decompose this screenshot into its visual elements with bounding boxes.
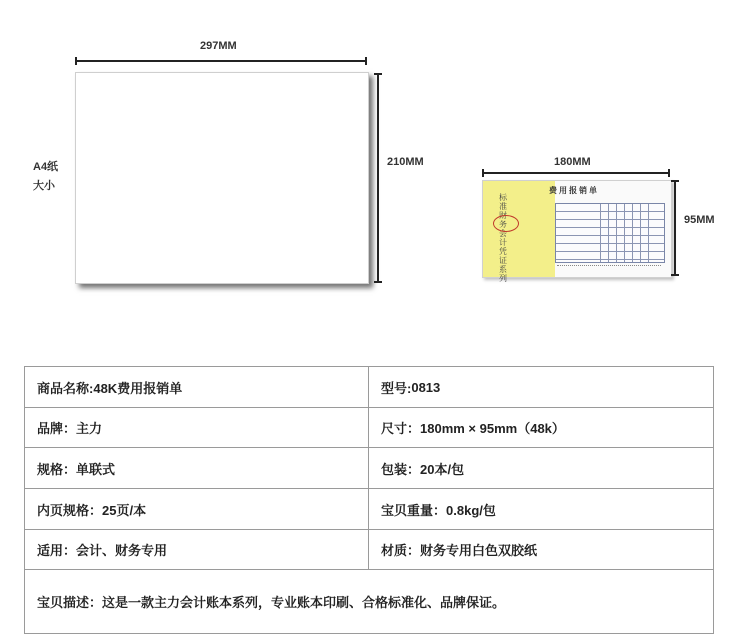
form-grid-col — [632, 204, 633, 262]
a4-caption-line1: A4纸 — [33, 161, 59, 173]
spec-desc-label: 宝贝描述： — [37, 595, 103, 610]
a4-paper-sample — [75, 72, 369, 284]
form-height-line — [674, 180, 676, 276]
form-width-line — [482, 172, 670, 174]
form-footer-line — [557, 265, 661, 268]
a4-height-line — [377, 73, 379, 283]
spec-cell-package — [369, 448, 713, 488]
spec-row — [25, 570, 713, 633]
form-yellow-cover — [483, 181, 555, 283]
spec-cell-brand — [25, 408, 369, 447]
form-height-tick-top — [671, 180, 679, 182]
form-grid-col — [600, 204, 601, 262]
a4-height-tick-bottom — [374, 281, 382, 283]
a4-height-tick-top — [374, 73, 382, 75]
spec-cell-pages — [25, 489, 369, 529]
spec-package-value: 20本/包 — [420, 461, 465, 477]
form-title: 费用报销单 — [549, 185, 599, 195]
spec-size-label: 尺寸： — [381, 421, 421, 436]
a4-width-tick-left — [75, 57, 77, 65]
spec-usage-value: 会计、财务专用 — [76, 543, 168, 558]
spec-row — [25, 530, 713, 570]
form-height-tick-bottom — [671, 274, 679, 276]
spec-cell-weight — [369, 489, 713, 529]
spec-pages-value: 25页/本 — [102, 502, 147, 518]
form-grid-col — [616, 204, 617, 262]
red-circle-mark — [493, 215, 519, 232]
spec-brand-label: 品牌： — [37, 421, 77, 436]
spec-usage-label: 适用： — [37, 543, 77, 558]
spec-row — [25, 448, 713, 489]
form-width-label: 180MM — [554, 156, 591, 168]
spec-row — [25, 489, 713, 530]
spec-material-value: 财务专用白色双胶纸 — [420, 543, 538, 558]
a4-width-line — [75, 60, 367, 62]
expense-form-sample — [482, 180, 672, 283]
spec-weight-label: 宝贝重量： — [381, 502, 447, 518]
a4-caption — [33, 158, 58, 196]
a4-width-label: 297MM — [200, 40, 237, 52]
spec-name-value: 48K费用报销单 — [93, 380, 183, 396]
spec-name-label: 商品名称: — [37, 380, 94, 396]
form-grid-col — [608, 204, 609, 262]
a4-width-tick-right — [365, 57, 367, 65]
spec-desc-value: 这是一款主力会计账本系列，专业账本印刷、合格标准化、品牌保证。 — [102, 595, 506, 610]
spec-row — [25, 408, 713, 448]
spec-cell-model — [369, 367, 713, 407]
spec-package-label: 包装： — [381, 461, 421, 477]
spec-model-label: 型号: — [381, 380, 412, 396]
spec-spec-label: 规格： — [37, 461, 77, 477]
spec-model-value: 0813 — [411, 379, 441, 395]
spec-row — [25, 367, 713, 408]
spec-size-value: 180mm × 95mm（48k） — [420, 421, 565, 436]
spec-table — [24, 366, 714, 634]
spec-cell-spec — [25, 448, 369, 488]
spec-cell-usage — [25, 530, 369, 569]
form-height-label: 95MM — [684, 214, 715, 226]
form-grid-col — [640, 204, 641, 262]
form-side-text: 标准财务会计凭证系列 — [499, 193, 507, 283]
a4-height-label: 210MM — [387, 156, 424, 168]
spec-weight-value: 0.8kg/包 — [446, 502, 496, 518]
spec-brand-value: 主力 — [76, 421, 103, 436]
spec-pages-label: 内页规格： — [37, 502, 103, 518]
a4-caption-line2: 大小 — [33, 180, 55, 192]
spec-material-label: 材质： — [381, 543, 421, 558]
form-grid-col — [624, 204, 625, 262]
form-grid-col — [648, 204, 649, 262]
form-width-tick-right — [668, 169, 670, 177]
spec-spec-value: 单联式 — [76, 461, 116, 477]
spec-cell-material — [369, 530, 713, 569]
spec-cell-description — [25, 570, 713, 633]
spec-cell-name — [25, 367, 369, 407]
spec-cell-size — [369, 408, 713, 447]
form-width-tick-left — [482, 169, 484, 177]
form-grid — [555, 203, 665, 263]
